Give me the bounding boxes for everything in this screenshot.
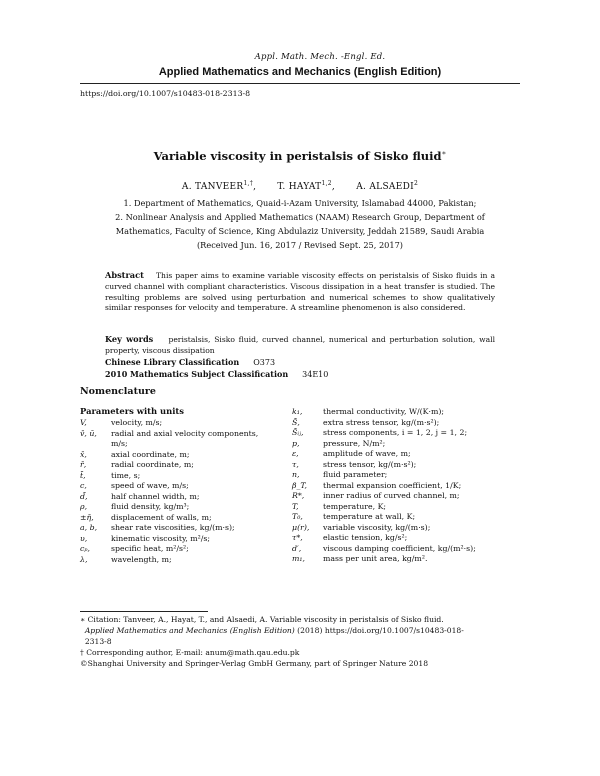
nomenclature-row (292, 470, 520, 481)
nomenclature-row (80, 555, 285, 566)
nomenclature-symbol: V, (80, 418, 87, 427)
nomenclature-row (292, 533, 520, 544)
nomenclature-description: variable viscosity, kg/(m·s); (323, 522, 431, 532)
nomenclature-description: radial and axial velocity components, (111, 428, 259, 438)
keywords (105, 334, 495, 357)
nomenclature-row (80, 450, 285, 461)
nomenclature-row (80, 439, 285, 450)
nomenclature-description: displacement of walls, m; (111, 512, 212, 522)
nomenclature-row (292, 554, 520, 565)
nomenclature-description: fluid density, kg/m³; (111, 502, 190, 511)
nomenclature-row (292, 523, 520, 534)
title-footnote-mark: ∗ (441, 149, 447, 158)
nomenclature-row (80, 502, 285, 513)
nomenclature-description: stress tensor, kg/(m·s²); (323, 459, 417, 469)
nomenclature-description: thermal conductivity, W/(K·m); (323, 407, 445, 416)
doi-link[interactable]: https://doi.org/10.1007/s10483-018-2313-8 (80, 89, 251, 98)
clc-label: Chinese Library Classification (105, 357, 240, 367)
nomenclature-description: viscous damping coefficient, kg/(m²·s); (323, 543, 476, 553)
nomenclature-symbol: β_T, (292, 480, 307, 490)
nomenclature-description: wavelength, m; (111, 554, 172, 564)
citation-footnote: ∗ Citation: Tanveer, A., Hayat, T., and Alsaedi, A. Variable viscosity in peristalsis of Sisko fluid. Applied Mathematics and Mechanics (English Edition) (2018) https://doi.org/10.1007/s10483-018- 2313-8 (80, 615, 464, 646)
msc-label: 2010 Mathematics Subject Classification (105, 369, 289, 379)
nomenclature-description: velocity, m/s; (111, 418, 163, 427)
clc-value: O373 (253, 358, 276, 367)
nomenclature-row (80, 481, 285, 492)
nomenclature-symbol: d′, (292, 543, 302, 553)
nomenclature-description: time, s; (111, 470, 141, 480)
nomenclature-description: radial coordinate, m; (111, 460, 194, 469)
abstract (105, 270, 495, 314)
nomenclature-left-column (80, 418, 285, 565)
msc-value: 34E10 (302, 370, 329, 379)
nomenclature-description: kinematic viscosity, m²/s; (111, 533, 211, 543)
nomenclature-description: speed of wave, m/s; (111, 481, 189, 490)
affiliation-1: 1. Department of Mathematics, Quaid-i-Azam University, Islamabad 44000, Pakistan; (123, 198, 477, 208)
nomenclature-description: m/s; (111, 439, 128, 448)
nomenclature-symbol: S̄, (292, 417, 300, 427)
affiliation-2: 2. Nonlinear Analysis and Applied Mathematics (NAAM) Research Group, Department of (115, 212, 485, 222)
nomenclature-symbol: cₚ, (80, 544, 90, 553)
nomenclature-right-column (292, 407, 520, 565)
nomenclature-row (80, 471, 285, 482)
nomenclature-row (80, 492, 285, 503)
corresponding-author-footnote: † Corresponding author, E-mail: anum@math.qau.edu.pk (80, 648, 300, 657)
nomenclature-symbol: ±η̄, (80, 512, 94, 522)
nomenclature-row (80, 429, 285, 440)
nomenclature-symbol (80, 439, 111, 450)
msc-classification (105, 369, 328, 379)
nomenclature-description: thermal expansion coefficient, 1/K; (323, 480, 462, 490)
nomenclature-row (292, 439, 520, 450)
paper-title-text: Variable viscosity in peristalsis of Sisko fluid (153, 149, 442, 163)
nomenclature-row (292, 491, 520, 502)
nomenclature-row (292, 481, 520, 492)
nomenclature-symbol: S̄ᵢⱼ, (292, 428, 304, 437)
nomenclature-symbol: x̄, (80, 449, 87, 459)
nomenclature-description: inner radius of curved channel, m; (323, 491, 460, 500)
footnote-rule (80, 611, 208, 612)
nomenclature-symbol: m₁, (292, 554, 305, 563)
footnotes (80, 614, 520, 669)
nomenclature-row (292, 460, 520, 471)
running-head: Appl. Math. Mech. -Engl. Ed. (254, 52, 386, 62)
nomenclature-description: extra stress tensor, kg/(m·s²); (323, 417, 440, 427)
keywords-text: peristalsis, Sisko fluid, curved channel, numerical and perturbation solution, wall property, viscous dissipation (105, 335, 495, 355)
nomenclature-row (80, 523, 285, 534)
nomenclature-symbol: ε, (292, 449, 299, 458)
nomenclature-symbol: ρ, (80, 502, 88, 511)
nomenclature-symbol: c, (80, 481, 87, 490)
nomenclature-symbol: p, (292, 438, 300, 448)
nomenclature-symbol: r̄, (80, 460, 87, 469)
nomenclature-row (292, 418, 520, 429)
copyright-footnote: ©Shanghai University and Springer-Verlag GmbH Germany, part of Springer Nature 2018 (80, 659, 429, 668)
nomenclature-symbol: T, (292, 501, 299, 511)
author: A. $TANVEER^{1,\dagger}$, (181, 180, 257, 192)
journal-title: Applied Mathematics and Mechanics (English Edition) (158, 66, 442, 78)
author: A. ALSAEDI$^2$ (356, 180, 419, 192)
nomenclature-symbol: μ(r), (292, 522, 310, 532)
nomenclature-row (292, 449, 520, 460)
abstract-text: This paper aims to examine variable viscosity effects on peristalsis of Sisko fluids in a curved channel with compliant characteristics. Viscous dissipation in a heat transfer is studied. The resulting problems are solved using perturbation and numerical schemes to show qualitatively similar responses for velocity and temperature. A streamline phenomenon is also considered. (105, 271, 495, 313)
nomenclature-description: specific heat, m²/s²; (111, 544, 189, 553)
author: T. HAYAT$^{1,2}$, (277, 180, 336, 192)
nomenclature-symbol: τ, (292, 459, 299, 469)
nomenclature-description: elastic tension, kg/s²; (323, 533, 408, 542)
nomenclature-symbol: n, (292, 470, 300, 479)
nomenclature-description: fluid parameter; (323, 470, 388, 479)
nomenclature-row (80, 460, 285, 471)
abstract-label: Abstract (105, 270, 144, 280)
nomenclature-description: temperature, K; (323, 501, 387, 511)
nomenclature-symbol: v̄, ū, (80, 428, 97, 438)
nomenclature-symbol: k₁, (292, 407, 303, 416)
nomenclature-symbol: T₀, (292, 512, 303, 521)
nomenclature-description: amplitude of wave, m; (323, 449, 411, 458)
header-rule (80, 83, 520, 84)
nomenclature-row (292, 407, 520, 418)
nomenclature-row (292, 544, 520, 555)
nomenclature-row (292, 502, 520, 513)
nomenclature-row (292, 512, 520, 523)
nomenclature-subheading: Parameters with units (80, 406, 184, 416)
nomenclature-description: mass per unit area, kg/m². (323, 554, 428, 563)
nomenclature-row (292, 428, 520, 439)
nomenclature-symbol: τ*, (292, 533, 303, 542)
nomenclature-description: pressure, N/m²; (323, 438, 386, 448)
nomenclature-description: shear rate viscosities, kg/(m·s); (111, 523, 235, 532)
nomenclature-row (80, 534, 285, 545)
nomenclature-row (80, 513, 285, 524)
nomenclature-row (80, 418, 285, 429)
nomenclature-description: half channel width, m; (111, 491, 200, 501)
nomenclature-symbol: λ, (80, 554, 88, 564)
nomenclature-symbol: R*, (292, 491, 305, 500)
author-list (0, 180, 600, 192)
nomenclature-description: axial coordinate, m; (111, 449, 190, 459)
paper-title (0, 149, 600, 163)
nomenclature-description: stress components, i = 1, 2, j = 1, 2; (323, 428, 468, 437)
nomenclature-row (80, 544, 285, 555)
nomenclature-symbol: υ, (80, 533, 88, 543)
keywords-label: Key words (105, 334, 154, 344)
nomenclature-heading: Nomenclature (80, 386, 156, 397)
nomenclature-description: temperature at wall, K; (323, 512, 416, 521)
received-dates: (Received Jun. 16, 2017 / Revised Sept. 25, 2017) (196, 240, 403, 250)
nomenclature-symbol: t̄, (80, 470, 86, 480)
nomenclature-symbol: a, b, (80, 523, 98, 532)
clc-classification (105, 357, 275, 367)
affiliation-2-cont: Mathematics, Faculty of Science, King Abdulaziz University, Jeddah 21589, Saudi Arabia (115, 226, 485, 236)
nomenclature-symbol: d̄, (80, 491, 88, 501)
